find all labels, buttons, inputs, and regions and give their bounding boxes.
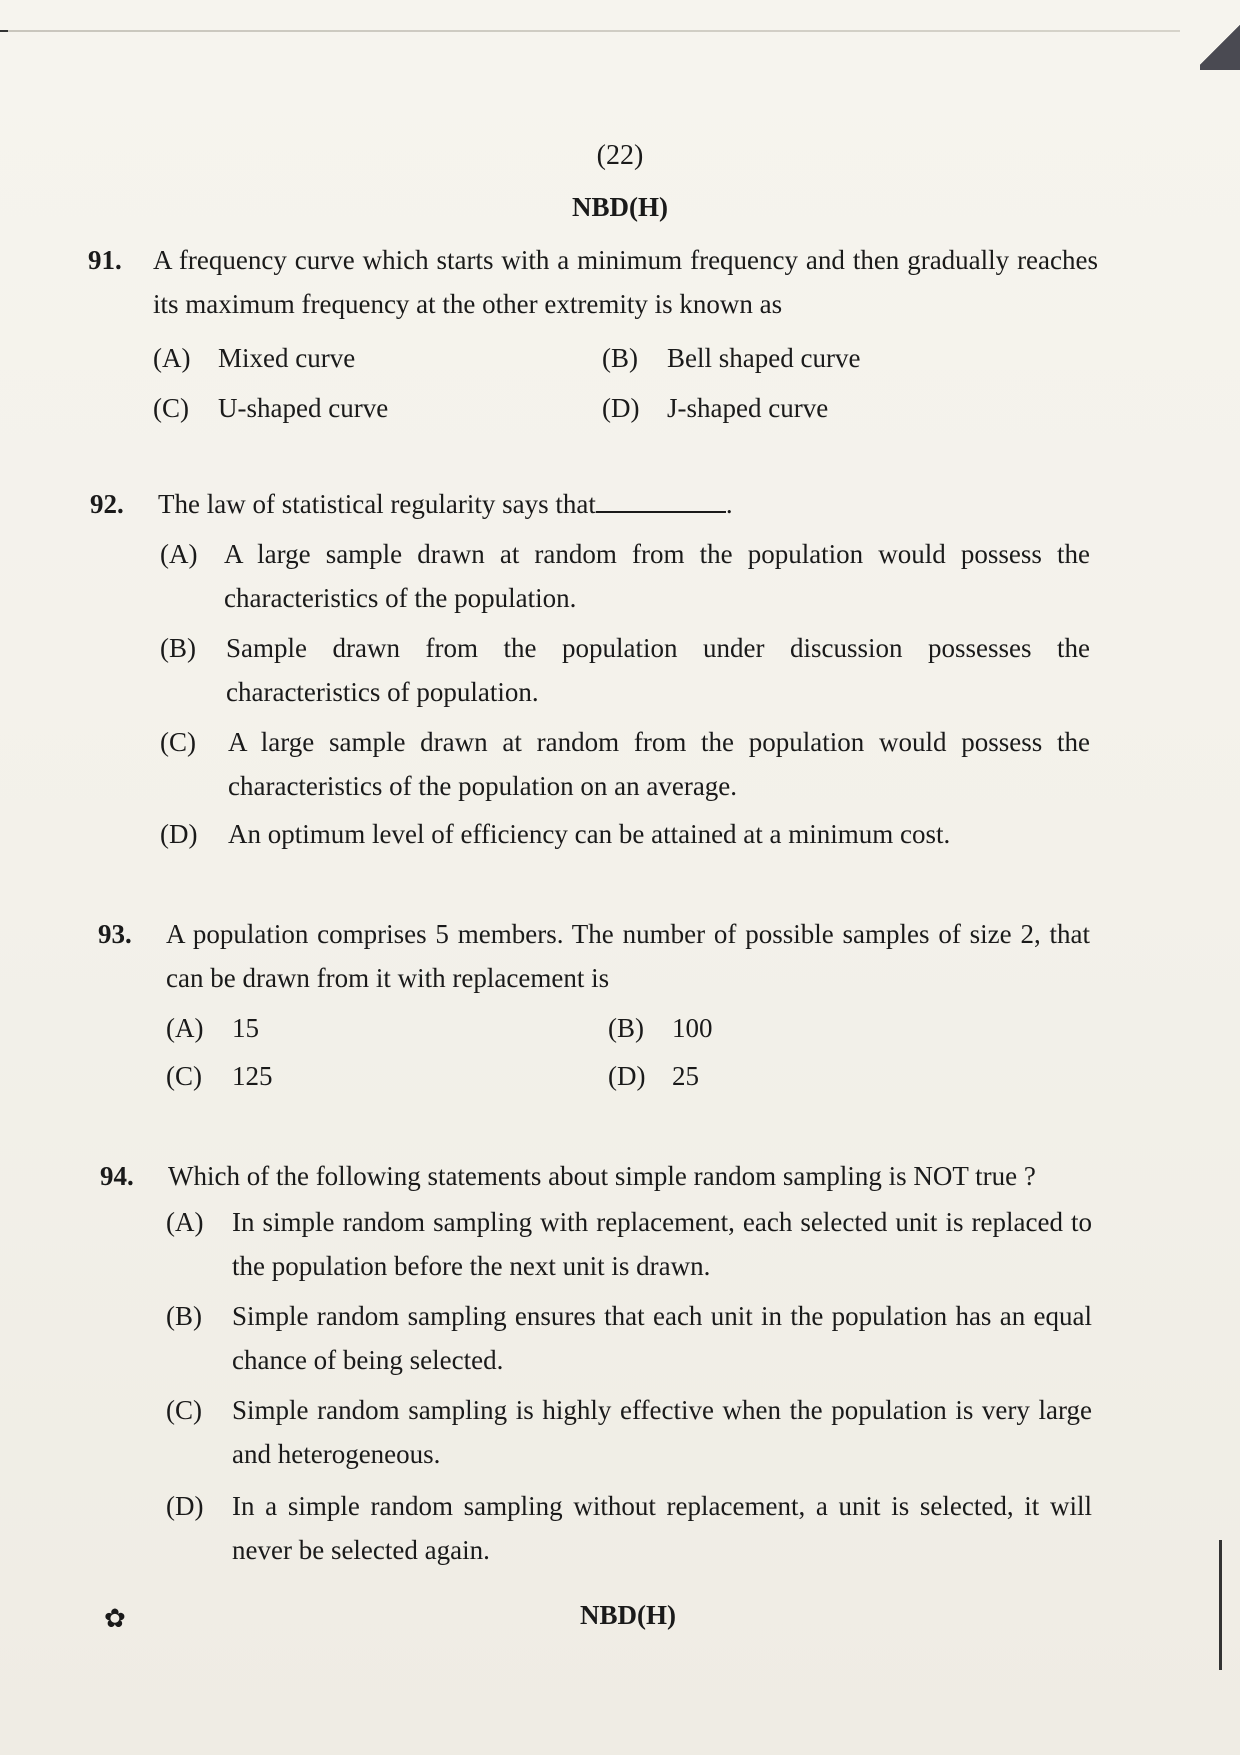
flower-icon: ✿ <box>104 1604 126 1633</box>
option-label: (B) <box>160 633 196 663</box>
option-label: (D) <box>160 819 198 849</box>
question-number: 93. <box>98 919 132 949</box>
option-label: (C) <box>166 1061 202 1091</box>
option-label: (B) <box>602 343 638 373</box>
option-label: (C) <box>153 393 189 423</box>
question-text: A population comprises 5 members. The number of possible samples of size 2, that can be drawn from it with replacement is <box>166 919 1090 993</box>
option-label: (D) <box>166 1491 204 1521</box>
option-text: U-shaped curve <box>218 393 389 423</box>
option-label: (A) <box>166 1013 204 1043</box>
option-text: 15 <box>232 1013 259 1043</box>
option-label: (B) <box>608 1013 644 1043</box>
option-text: Simple random sampling is highly effective when the population is very large and heterogeneous. <box>232 1395 1092 1469</box>
option-label: (A) <box>160 539 198 569</box>
option-text: 25 <box>672 1061 699 1091</box>
option-text: An optimum level of efficiency can be attained at a minimum cost. <box>228 819 951 849</box>
question-text: A frequency curve which starts with a minimum frequency and then gradually reaches its maximum frequency at the other extremity is known as <box>153 245 1098 319</box>
option-text: Mixed curve <box>218 343 356 373</box>
page-corner-fold <box>1200 20 1240 70</box>
option-text: A large sample drawn at random from the population would possess the characteristics of the population on an average. <box>228 727 1090 801</box>
question-text: Which of the following statements about simple random sampling is NOT true ? <box>168 1161 1036 1191</box>
option-text: Bell shaped curve <box>667 343 861 373</box>
option-text: In simple random sampling with replacement, each selected unit is replaced to the population before the next unit is drawn. <box>232 1207 1092 1281</box>
question-number: 92. <box>90 489 124 519</box>
paper-code-header: NBD(H) <box>572 192 668 222</box>
question-number: 94. <box>100 1161 134 1191</box>
question-number: 91. <box>88 245 122 275</box>
option-label: (D) <box>602 393 640 423</box>
option-text: A large sample drawn at random from the population would possess the characteristics of the population. <box>224 539 1090 613</box>
option-text: 125 <box>232 1061 273 1091</box>
option-label: (D) <box>608 1061 646 1091</box>
option-text: In a simple random sampling without replacement, a unit is selected, it will never be selected again. <box>232 1491 1092 1565</box>
paper-code-footer: NBD(H) <box>580 1600 676 1630</box>
question-text-end: . <box>725 489 733 519</box>
question-text <box>158 482 1088 526</box>
option-label: (A) <box>153 343 191 373</box>
page-edge-shadow <box>1219 1540 1222 1670</box>
option-label: (B) <box>166 1301 202 1331</box>
option-label: (C) <box>160 727 196 757</box>
option-label: (A) <box>166 1207 204 1237</box>
option-label: (C) <box>166 1395 202 1425</box>
answer-blank <box>596 487 726 513</box>
option-text: 100 <box>672 1013 713 1043</box>
page-number: (22) <box>596 140 644 171</box>
option-text: Simple random sampling ensures that each unit in the population has an equal chance of being selected. <box>232 1301 1092 1375</box>
option-text: Sample drawn from the population under discussion possesses the characteristics of population. <box>226 633 1090 707</box>
question-text-main: The law of statistical regularity says that <box>158 489 596 519</box>
top-rule <box>0 30 1180 32</box>
option-text: J-shaped curve <box>667 393 829 423</box>
